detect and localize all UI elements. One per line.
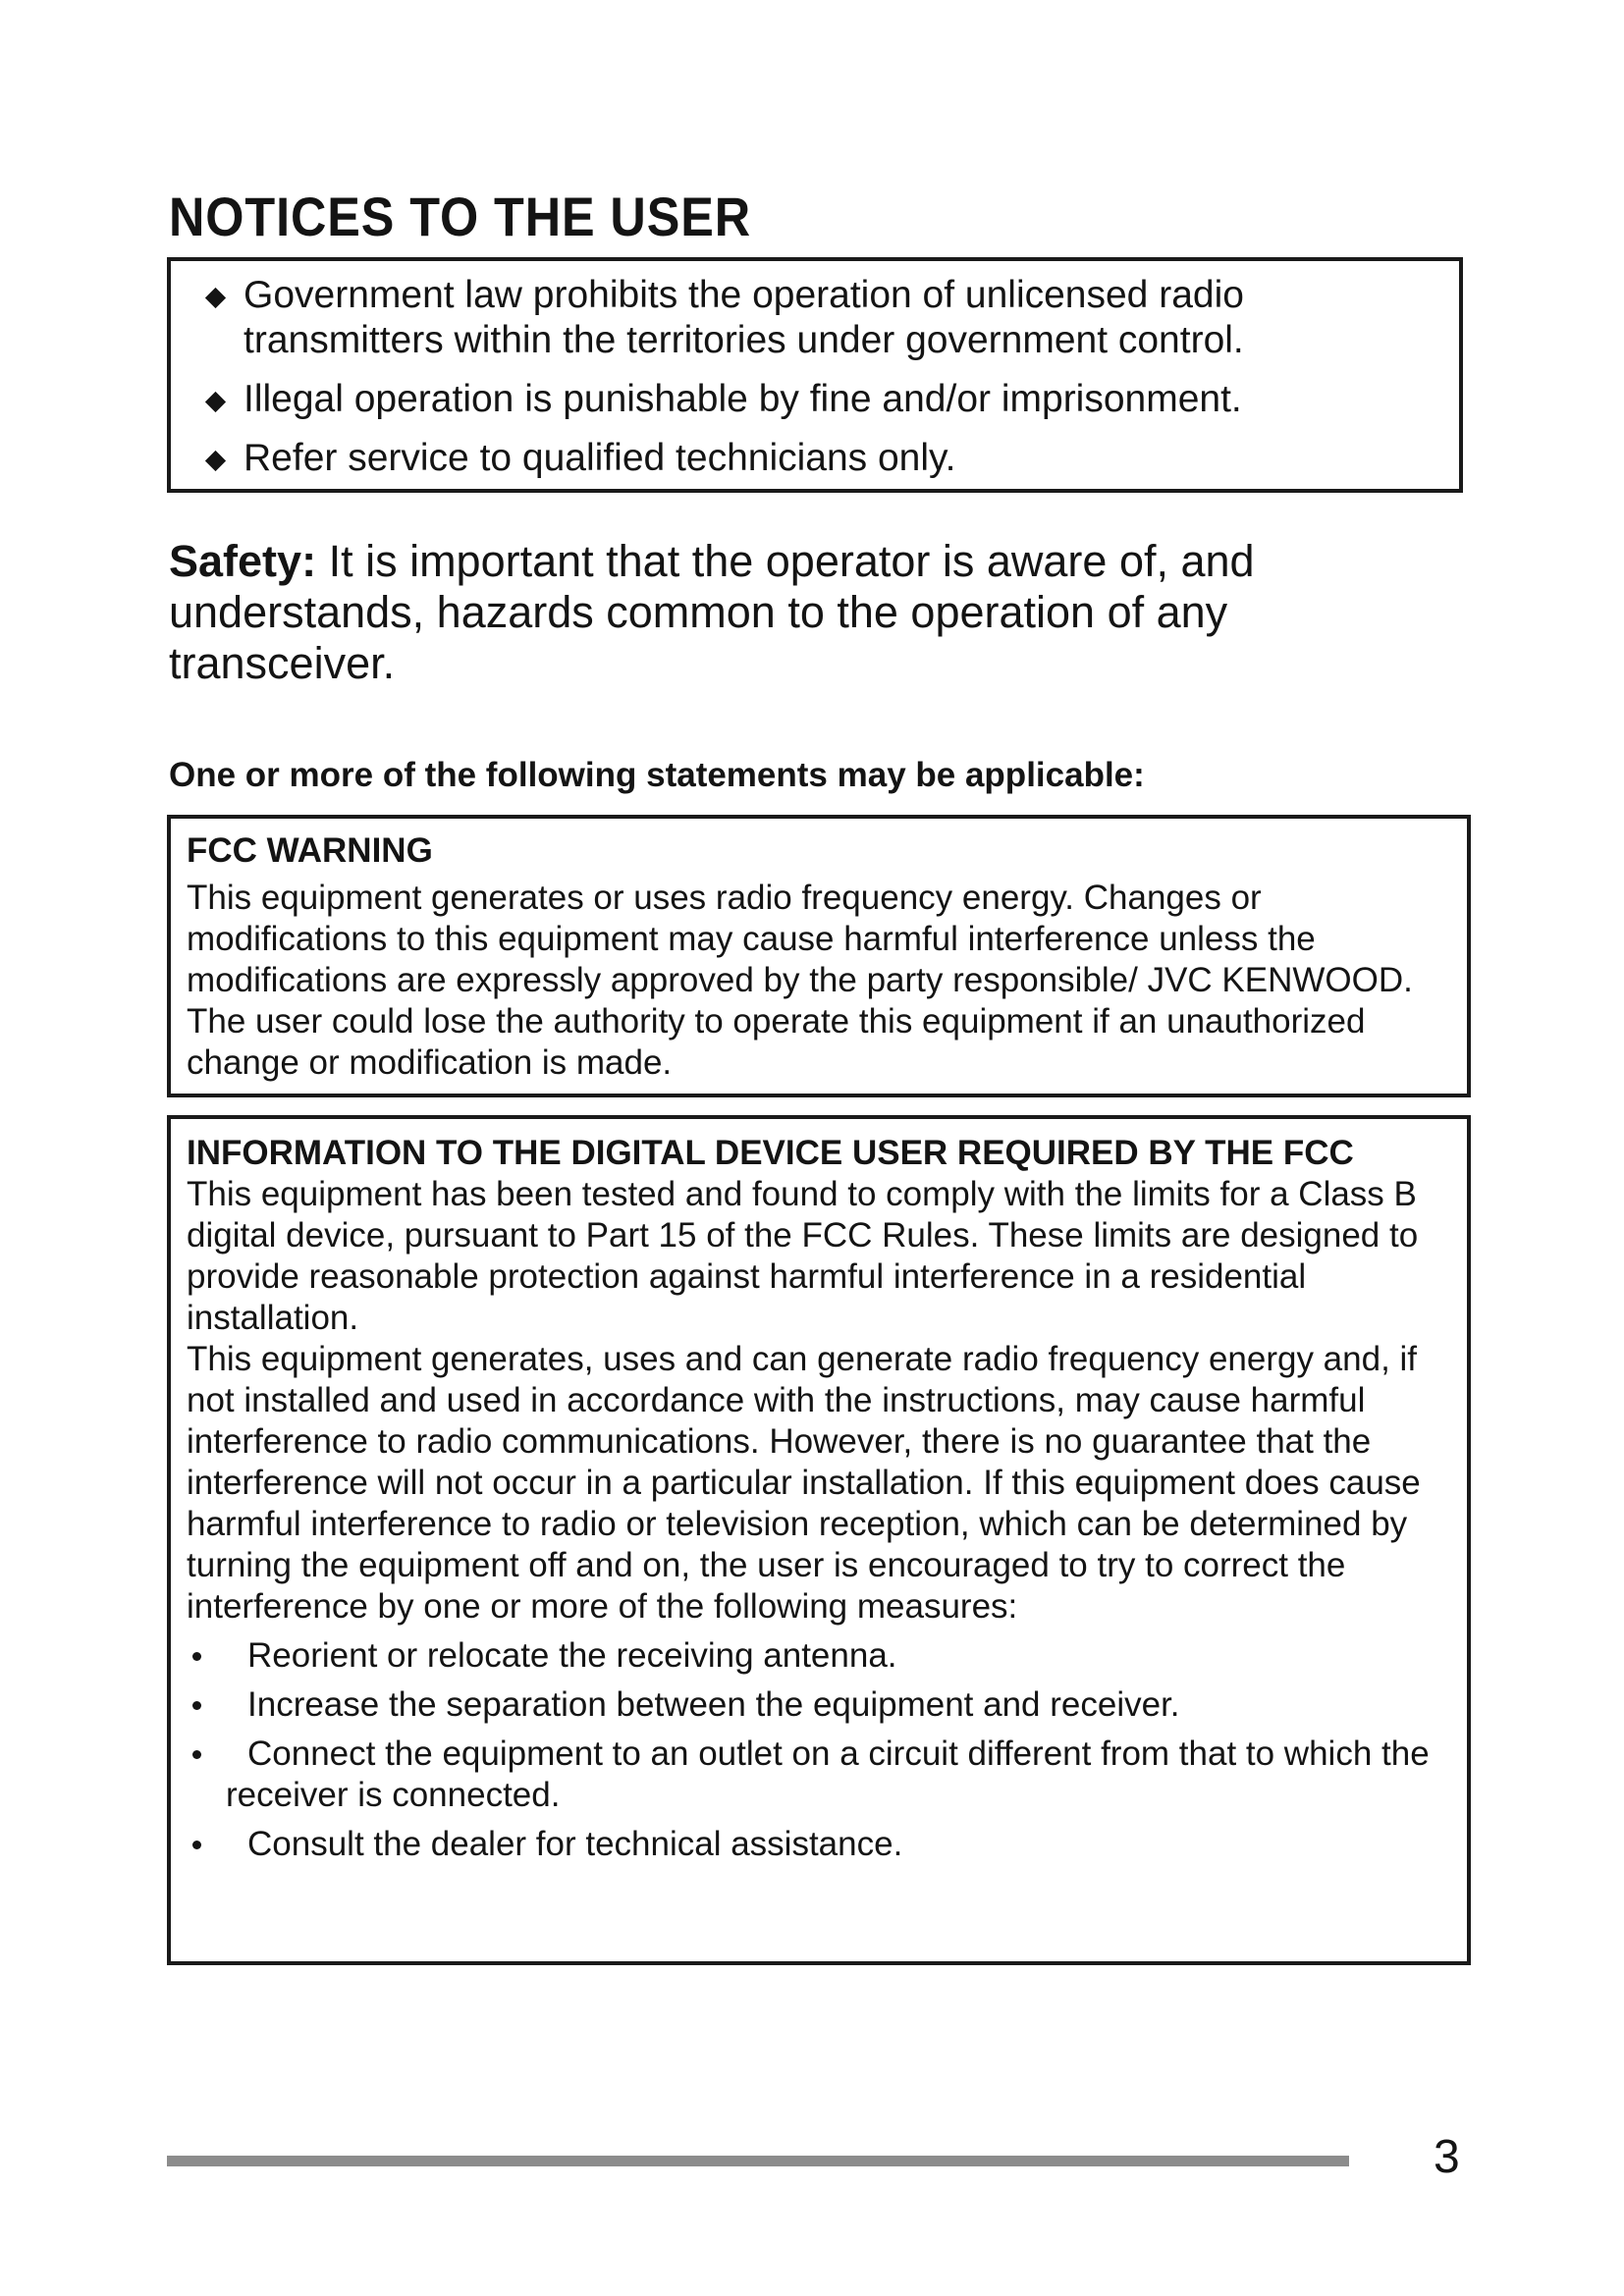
fcc-warning-box — [167, 815, 1471, 1097]
measures-list — [187, 1635, 1453, 1865]
bullet-dot-icon — [192, 1841, 201, 1849]
bullet-dot-icon — [192, 1750, 201, 1759]
notice-text: Government law prohibits the operation of unlicensed radio transmitters within the territories under government control. — [244, 274, 1244, 361]
measure-text: Consult the dealer for technical assistance. — [247, 1825, 903, 1863]
digital-device-paragraph-1: This equipment has been tested and found to comply with the limits for a Class B digital device, pursuant to Part 15 of the FCC Rules. These limits are designed to provide reasonable protection against harmful interference in a residential installation. — [187, 1175, 1419, 1337]
fcc-warning-heading: FCC WARNING — [187, 831, 433, 870]
measure-item — [187, 1684, 1453, 1726]
measure-item — [187, 1635, 1453, 1677]
bullet-dot-icon — [192, 1652, 201, 1661]
page-number: 3 — [1434, 2131, 1460, 2183]
measure-item — [187, 1734, 1453, 1816]
notice-item — [187, 273, 1439, 363]
applicable-heading: One or more of the following statements may be applicable: — [169, 756, 1145, 794]
safety-label: Safety: — [169, 536, 317, 586]
page-title: NOTICES TO THE USER — [169, 186, 752, 247]
measure-text: Reorient or relocate the receiving antenna. — [247, 1636, 897, 1675]
bullet-dot-icon — [192, 1701, 201, 1710]
notice-item — [187, 377, 1439, 422]
measure-text: Increase the separation between the equipment and receiver. — [247, 1685, 1180, 1724]
measure-text: Connect the equipment to an outlet on a circuit different from that to which the receiver is connected. — [226, 1735, 1430, 1814]
diamond-bullet-icon — [205, 288, 226, 308]
digital-device-paragraph-2: This equipment generates, uses and can generate radio frequency energy and, if not installed and used in accordance with the instructions, may cause harmful interference to radio communications. However, there is no guarantee that the interference will not occur in a particular installation. If this equipment does cause harmful interference to radio or television reception, which can be determined by turning the equipment off and on, the user is encouraged to try to correct the interference by one or more of the following measures: — [187, 1340, 1421, 1626]
diamond-bullet-icon — [205, 451, 226, 471]
safety-paragraph — [169, 536, 1386, 689]
measure-item — [187, 1824, 1453, 1865]
footer-rule — [167, 2156, 1349, 2166]
notice-text: Illegal operation is punishable by fine and/or imprisonment. — [244, 378, 1242, 420]
notice-box — [167, 257, 1463, 493]
notice-text: Refer service to qualified technicians only. — [244, 437, 956, 479]
fcc-warning-text: This equipment generates or uses radio frequency energy. Changes or modifications to this equipment may cause harmful interference unless the modifications are expressly approved by the party responsible/ JVC KENWOOD. The user could lose the authority to operate this equipment if an unauthorized change or modification is made. — [187, 879, 1413, 1082]
diamond-bullet-icon — [205, 392, 226, 412]
notice-item — [187, 436, 1439, 481]
digital-device-info-box — [167, 1115, 1471, 1965]
digital-device-heading: INFORMATION TO THE DIGITAL DEVICE USER REQUIRED BY THE FCC — [187, 1134, 1354, 1172]
safety-text: It is important that the operator is aware of, and understands, hazards common to the operation of any transceiver. — [169, 536, 1255, 688]
